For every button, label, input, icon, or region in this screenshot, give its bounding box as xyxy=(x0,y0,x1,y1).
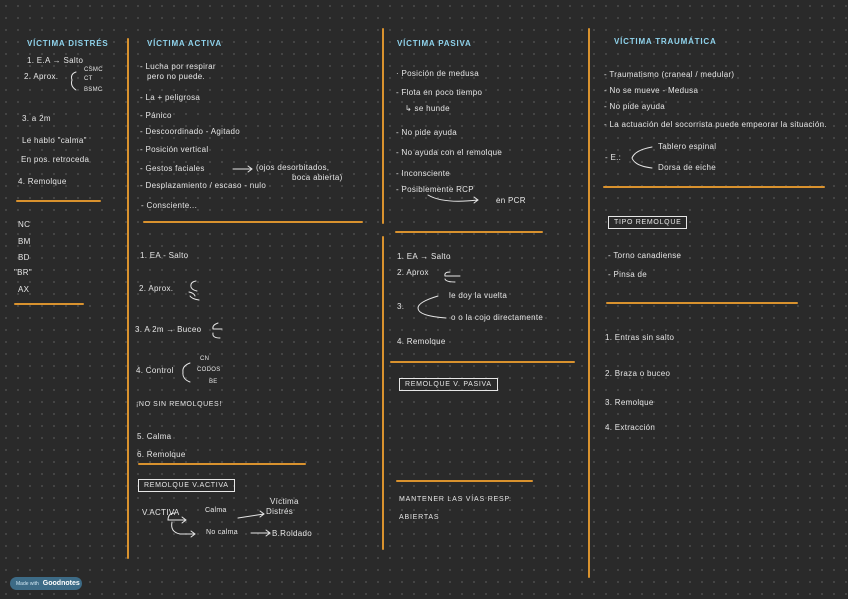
col2-flow-victima: Víctima xyxy=(270,497,299,506)
col2-bullet-6c: boca abierta) xyxy=(292,173,343,182)
col2-flow-calma: Calma xyxy=(205,507,227,514)
col2-control-opt-3: BE xyxy=(209,379,218,385)
col2-step-3: 3. A 2m → Buceo xyxy=(135,325,202,334)
col4-bullet-2: - No se mueve - Medusa xyxy=(604,86,699,95)
col3-bullet-4: - No ayuda con el remolque xyxy=(396,148,503,157)
col1-title: VÍCTIMA DISTRÉS xyxy=(27,39,109,48)
col3-remolque-box: REMOLQUE V. PASIVA xyxy=(399,378,498,391)
col2-bullet-3: - Pánico xyxy=(140,111,172,120)
col4-type-1: - Torno canadiense xyxy=(608,251,682,260)
col4-type-2: - Pinsa de xyxy=(608,270,648,279)
col3-step-3b: o o la cojo directamente xyxy=(451,313,544,322)
col4-tipo-box: TIPO REMOLQUE xyxy=(608,216,687,229)
col2-flow-end: B.Roldado xyxy=(272,529,313,538)
col3-bullet-2: - Flota en poco tiempo xyxy=(396,88,483,97)
col1-note-2: En pos. retroceda xyxy=(21,155,90,164)
col2-remolque-box: REMOLQUE V.ACTIVA xyxy=(138,479,235,492)
col2-flow-start: V.ACTIVA xyxy=(142,508,180,517)
col4-title: VÍCTIMA TRAUMÁTICA xyxy=(614,37,717,46)
col1-code-5: AX xyxy=(18,285,30,294)
col2-step-1: 1. EA - Salto xyxy=(140,251,189,260)
col2-bullet-2: - La + peligrosa xyxy=(140,93,201,102)
col1-aprox-opt-2: CT xyxy=(84,76,93,82)
col2-bullet-5: - Posición vertical xyxy=(140,145,209,154)
col1-step-1: 1. E.A → Salto xyxy=(27,56,84,65)
col2-title: VÍCTIMA ACTIVA xyxy=(147,39,222,48)
badge-brand: Goodnotes xyxy=(42,580,80,587)
col1-step-4: 4. Remolque xyxy=(18,177,67,186)
col3-title: VÍCTIMA PASIVA xyxy=(397,39,472,48)
col4-bullet-1: - Traumatismo (craneal / medular) xyxy=(604,70,735,79)
col3-step-3a: le doy la vuelta xyxy=(449,291,508,300)
col2-bullet-6b: (ojos desorbitados, xyxy=(256,163,330,172)
col1-note-1: Le hablo "calma" xyxy=(22,136,87,145)
col2-control-opt-1: CN xyxy=(200,356,210,362)
col1-code-2: BM xyxy=(18,237,31,246)
col4-step-1: 1. Entras sin salto xyxy=(605,333,675,342)
col2-bullet-4: - Descoordinado - Agitado xyxy=(140,127,241,136)
col4-ex-2: Dorsa de eiche xyxy=(658,163,717,172)
col4-bullet-3: - No pide ayuda xyxy=(604,102,665,111)
col2-control-opt-2: CODOS xyxy=(197,367,221,373)
col4-step-2: 2. Braza o buceo xyxy=(605,369,671,378)
col3-step-1: 1. EA → Salto xyxy=(397,252,451,261)
col2-bullet-6: - Gestos faciales xyxy=(140,164,205,173)
col1-step-2: 2. Aprox. xyxy=(24,72,59,81)
col2-bullet-1: - Lucha por respirar xyxy=(140,62,216,71)
col2-flow-distres: Distrés xyxy=(266,507,293,516)
col4-ex-1: Tablero espinal xyxy=(658,142,717,151)
col2-flow-nocalma: No calma xyxy=(206,529,238,536)
col2-bullet-7: - Desplazamiento / escaso - nulo xyxy=(140,181,267,190)
col3-bullet-3: - No pide ayuda xyxy=(396,128,457,137)
col1-aprox-opt-1: CSMC xyxy=(84,67,103,73)
col1-step-3: 3. a 2m xyxy=(22,114,51,123)
col2-bullet-1b: pero no puede. xyxy=(147,72,206,81)
col4-bullet-5: - E.: xyxy=(605,153,622,162)
col1-code-4: "BR" xyxy=(14,268,32,277)
col3-step-2: 2. Aprox xyxy=(397,268,429,277)
col2-step-6: 6. Remolque xyxy=(137,450,186,459)
col3-bullet-2b: ↳ se hunde xyxy=(405,104,450,113)
col3-bullet-6b: en PCR xyxy=(496,196,526,205)
col3-bullet-6: - Posiblemente RCP xyxy=(396,185,474,194)
col2-bullet-8: - Consciente... xyxy=(141,201,198,210)
col2-warning: ¡NO SIN REMOLQUES! xyxy=(136,401,222,408)
col2-step-4: 4. Control xyxy=(136,366,174,375)
badge-small-text: Made with xyxy=(16,580,39,587)
col2-step-2: 2. Aprox. xyxy=(139,284,174,293)
col1-code-3: BD xyxy=(18,253,30,262)
col3-note-2: ABIERTAS xyxy=(399,514,440,521)
col1-aprox-opt-3: BSMC xyxy=(84,87,103,93)
col3-bullet-5: - Inconsciente xyxy=(396,169,451,178)
col4-bullet-4: - La actuación del socorrista puede empeorar la situación. xyxy=(604,120,827,129)
col1-code-1: NC xyxy=(18,220,31,229)
col3-note-1: MANTENER LAS VÍAS RESP. xyxy=(399,496,512,503)
col3-bullet-1: · Posición de medusa xyxy=(396,69,479,78)
goodnotes-badge xyxy=(10,577,82,590)
col4-step-3: 3. Remolque xyxy=(605,398,654,407)
col3-step-4: 4. Remolque xyxy=(397,337,446,346)
col2-step-5: 5. Calma xyxy=(137,432,172,441)
col4-step-4: 4. Extracción xyxy=(605,423,656,432)
col3-step-3: 3. xyxy=(397,302,405,311)
